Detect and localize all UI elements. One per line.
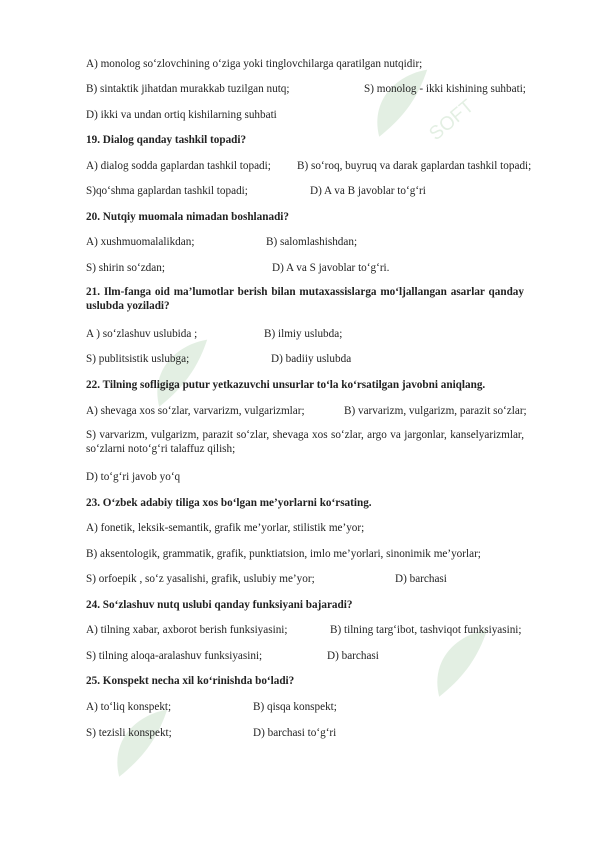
question-heading: 25. Konspekt necha xil ko‘rinishda bo‘ladi? [86, 675, 295, 687]
watermark-text: SOFT [425, 95, 479, 145]
answer-line: B) sintaktik jihatdan murakkab tuzilgan nutq; S) monolog - ikki kishining suhbati; [86, 83, 526, 95]
answer-line: A) fonetik, leksik-semantik, grafik me’yorlar, stilistik me’yor; [86, 522, 365, 534]
answer-line: S) varvarizm, vulgarizm, parazit so‘zlar, shevaga xos so‘zlar, argo va jargonlar, kanselyarizmlar, so‘zlarni noto‘g‘ri talaffuz qilish; [86, 429, 524, 455]
answer-line: A) xushmuomalalikdan; B) salomlashishdan; [86, 236, 358, 248]
answer-line: D) ikki va undan ortiq kishilarning suhbati [86, 109, 277, 121]
answer-line: S) tezisli konspekt; D) barchasi to‘g‘ri [86, 727, 337, 739]
answer-line: S) shirin so‘zdan; D) A va S javoblar to‘g‘ri. [86, 262, 390, 274]
question-heading: 23. O‘zbek adabiy tiliga xos bo‘lgan me’yorlarni ko‘rsating. [86, 497, 372, 509]
answer-line: A) to‘liq konspekt; B) qisqa konspekt; [86, 701, 337, 713]
question-heading: 24. So‘zlashuv nutq uslubi qanday funksiyani bajaradi? [86, 599, 353, 611]
question-heading: 21. Ilm-fanga oid ma’lumotlar berish bilan mutaxassislarga mo‘ljallangan asarlar qanday uslubda yoziladi? [86, 286, 524, 312]
answer-line: B) aksentologik, grammatik, grafik, punktiatsion, imlo me’yorlari, sinonimik me’yorlar; [86, 548, 481, 560]
question-heading: 19. Dialog qanday tashkil topadi? [86, 134, 247, 146]
answer-line: D) to‘g‘ri javob yo‘q [86, 471, 181, 483]
question-heading: 22. Tilning sofligiga putur yetkazuvchi unsurlar to‘la ko‘rsatilgan javobni aniqlang. [86, 379, 486, 391]
answer-line: S) tilning aloqa-aralashuv funksiyasini; D) barchasi [86, 650, 379, 662]
watermark-logo-icon [360, 60, 479, 156]
answer-line: S) publitsistik uslubga; D) badiiy uslubda [86, 353, 352, 365]
answer-line: S)qo‘shma gaplardan tashkil topadi; D) A va B javoblar to‘g‘ri [86, 185, 426, 197]
answer-line: A ) so‘zlashuv uslubida ; B) ilmiy uslubda; [86, 328, 343, 340]
answer-line: S) orfoepik , so‘z yasalishi, grafik, uslubiy me’yor; D) barchasi [86, 573, 447, 585]
answer-line: A) dialog sodda gaplardan tashkil topadi; B) so‘roq, buyruq va darak gaplardan tashkil topadi; [86, 160, 532, 172]
answer-line: A) monolog so‘zlovchining o‘ziga yoki tinglovchilarga qaratilgan nutqidir; [86, 58, 423, 70]
answer-line: A) tilning xabar, axborot berish funksiyasini; B) tilning targ‘ibot, tashviqot funksiyasini; [86, 624, 522, 636]
watermark-logo-icon [100, 700, 196, 796]
question-heading: 20. Nutqiy muomala nimadan boshlanadi? [86, 211, 289, 223]
answer-line: A) shevaga xos so‘zlar, varvarizm, vulgarizmlar; B) varvarizm, vulgarizm, parazit so‘zlar; [86, 405, 527, 417]
